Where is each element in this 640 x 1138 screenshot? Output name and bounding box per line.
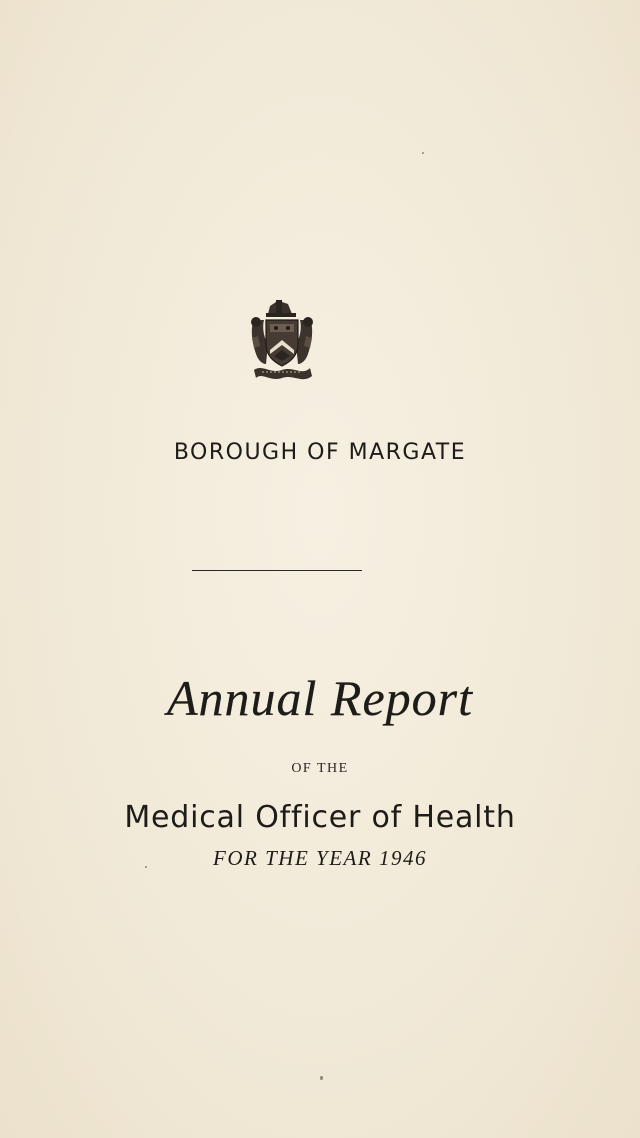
report-subtitle: Medical Officer of Health: [124, 800, 516, 835]
paper-speck: [320, 1076, 323, 1080]
borough-heading: BOROUGH OF MARGATE: [173, 440, 467, 465]
year-line: FOR THE YEAR 1946: [213, 846, 427, 870]
of-the-label: OF THE: [291, 761, 349, 776]
paper-speck: [145, 866, 147, 868]
coat-of-arms-icon: [248, 298, 316, 384]
divider-rule: [192, 570, 362, 571]
report-title: Annual Report: [166, 670, 474, 726]
paper-speck: [422, 152, 424, 154]
